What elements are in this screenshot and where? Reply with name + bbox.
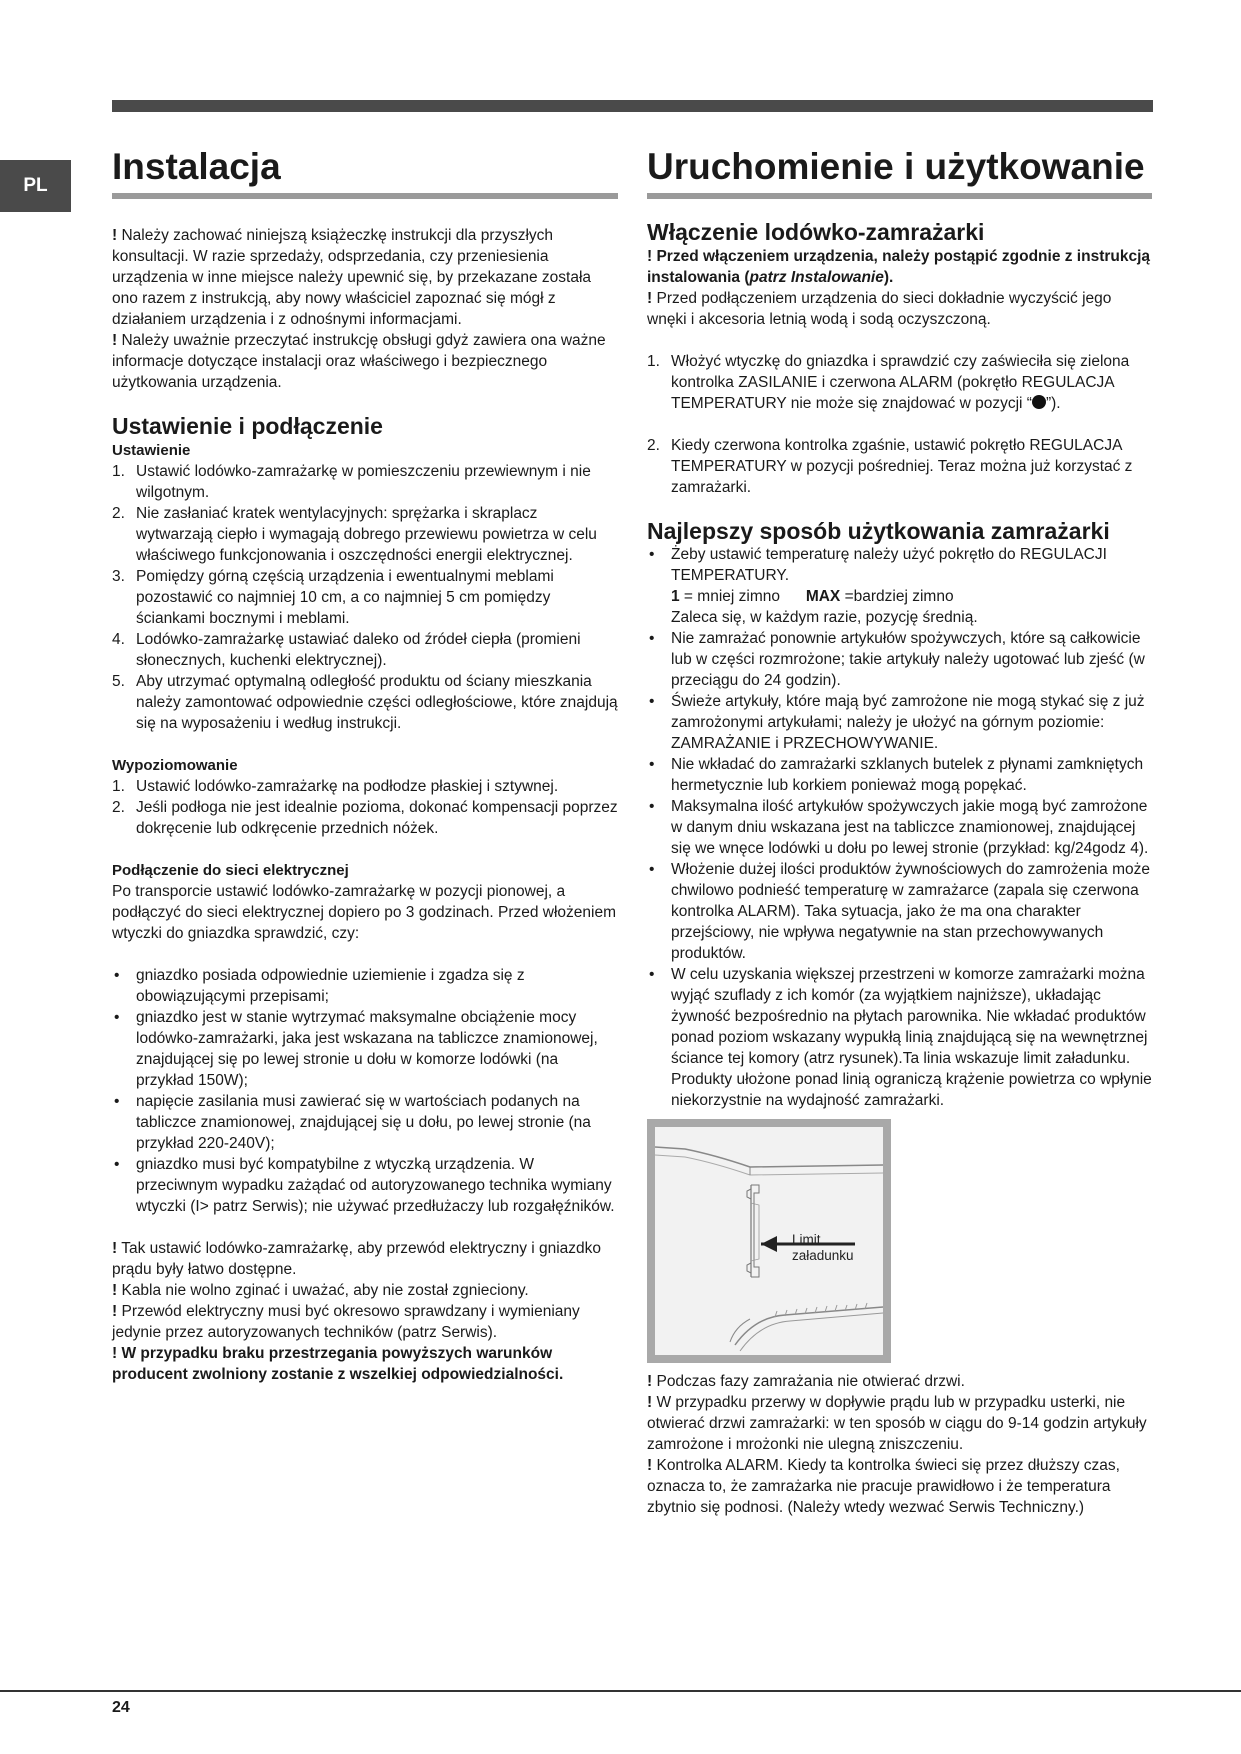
label-line: załadunku: [792, 1248, 854, 1264]
intro-paragraph-2: [112, 330, 618, 393]
item-text: Nie zamrażać ponownie artykułów spożywczych, które są całkowicie lub w części rozmrożone; takie artykuły należy ugotować lub zjeść (w przeciągu do 24 godzin).: [671, 630, 1145, 690]
item-text: napięcie zasilania musi zawierać się w wartościach podanych na tabliczce znamionowej, znajdującej się u dołu, po lewej stronie (na przykład 220-240V);: [136, 1092, 591, 1152]
list-item: [647, 754, 1152, 796]
warning-mark: !: [112, 1239, 118, 1257]
list-item: [112, 566, 618, 629]
item-text: W celu uzyskania większej przestrzeni w komorze zamrażarki można wyjąć szuflady z ich komór (za wyjątkiem najniższe), układając żywność bezpośrednio na płytach parownika. Nie wkładać produktów ponad poziom wskazany wypukłą linią znajdującą się na wewnętrznej ściance tej komory (atrz rysunek).Ta linia wskazuje limit załadunku. Produkty ułożone ponad linią ograniczą krążenie powietrza co wpłynie niekorzystnie na wydajność zamrażarki.: [671, 966, 1152, 1110]
max-setting: MAX: [805, 588, 841, 606]
warning-cable-bend: [112, 1280, 618, 1301]
warning-mark: !: [647, 1457, 653, 1475]
list-item: [647, 964, 1152, 1111]
item-number: 1.: [112, 462, 125, 480]
item-text: = mniej zimno: [679, 588, 780, 606]
list-item: [112, 1091, 618, 1154]
item-number: 5.: [112, 672, 125, 690]
language-label: PL: [23, 175, 48, 196]
item-text: Jeśli podłoga nie jest idealnie pozioma, dokonać kompensacji poprzez dokręcenie lub odkręcenie przednich nóżek.: [136, 798, 618, 837]
bullet: •: [649, 693, 655, 711]
list-item: [112, 965, 618, 1007]
item-text: Żeby ustawić temperaturę należy użyć pokrętło do REGULACJI TEMPERATURY.: [671, 546, 1107, 585]
list-item: [112, 776, 618, 797]
list-item: [647, 544, 1152, 628]
list-item: [647, 628, 1152, 691]
item-text: Maksymalna ilość artykułów spożywczych jakie mogą być zamrożone w danym dniu wskazana jest na tabliczce znamionowej, znajdującej się we wnęce lodówki u dołu po lewej stronie (przykład: kg/24godz 4).: [671, 798, 1149, 858]
list-item: [112, 1154, 618, 1217]
bullet: •: [649, 630, 655, 648]
item-text: gniazdko musi być kompatybilne z wtyczką urządzenia. W przeciwnym wypadku zażądać od autoryzowanego technika wymiany wtyczki (I> patrz Serwis); nie używać przedłużaczy lub rozgałęźników.: [136, 1155, 615, 1215]
list-item: [112, 1007, 618, 1091]
install-first-warning: [647, 246, 1152, 288]
warning-mark: !: [112, 332, 118, 350]
item-text: =bardziej zimno: [840, 588, 954, 606]
startup-steps: [647, 351, 1152, 498]
placement-list: [112, 461, 618, 734]
bullet: •: [114, 966, 120, 984]
item-text: Ustawić lodówko-zamrażarkę na podłodze płaskiej i sztywnej.: [136, 777, 559, 795]
item-number: 1.: [112, 777, 125, 795]
power-outage-warning: [647, 1392, 1152, 1455]
best-use-section-title: Najlepszy sposób użytkowania zamrażarki: [647, 517, 1110, 544]
warning-mark: !: [112, 1281, 118, 1299]
door-warning: [647, 1371, 1152, 1392]
item-text: ”).: [1045, 394, 1061, 412]
warning-cable-access: [112, 1238, 618, 1280]
installation-title: Instalacja: [112, 146, 618, 199]
leveling-list: [112, 776, 618, 839]
language-tab: [0, 160, 71, 212]
alarm-warning: [647, 1455, 1152, 1518]
item-text: Nie zasłaniać kratek wentylacyjnych: sprężarka i skraplacz wytwarzają ciepło i wymagają dobrego przewiewu powietrza w celu właściwego funkcjonowania i oszczędności energii elektrycznej.: [136, 504, 597, 564]
electrical-checklist: [112, 965, 618, 1217]
list-item: [112, 629, 618, 671]
leveling-subtitle: Wypoziomowanie: [112, 756, 238, 774]
item-number: 2.: [647, 436, 660, 454]
best-use-list: [647, 544, 1152, 1111]
usage-column: [647, 146, 1152, 1518]
warning-mark: !: [112, 1302, 118, 1320]
item-text: Ustawić lodówko-zamrażarkę w pomieszczeniu przewiewnym i nie wilgotnym.: [136, 462, 591, 501]
bullet: •: [114, 1092, 120, 1110]
item-text: Lodówko-zamrażarkę ustawiać daleko od źródeł ciepła (promieni słonecznych, kuchenki elektrycznej).: [136, 630, 581, 669]
list-item: [647, 691, 1152, 754]
load-limit-figure: [647, 1119, 891, 1363]
warning-text: Przed podłączeniem urządzenia do sieci dokładnie wyczyścić jego wnęki i akcesoria letnią wodą i sodą oczyszczoną.: [647, 289, 1112, 328]
usage-title: Uruchomienie i użytkowanie: [647, 146, 1152, 199]
min-setting: 1: [671, 588, 680, 606]
liability-warning: ! W przypadku braku przestrzegania powyższych warunków producent zwolniony zostanie z wszelkiej odpowiedzialności.: [112, 1344, 564, 1383]
list-item: [112, 461, 618, 503]
item-text: gniazdko posiada odpowiednie uziemienie i zgadza się z obowiązującymi przepisami;: [136, 966, 525, 1005]
footer-rule: [0, 1690, 1241, 1692]
warning-mark: !: [647, 1394, 653, 1412]
placement-subtitle: Ustawienie: [112, 441, 191, 459]
item-number: 1.: [647, 352, 660, 370]
warning-text: Kontrolka ALARM. Kiedy ta kontrolka świeci się przez dłuższy czas, oznacza to, że zamrażarka nie pracuje prawidłowo i że temperatura zbytnio się podnosi. (Należy wtedy wezwać Serwis Techniczny.): [647, 1457, 1120, 1517]
item-number: 4.: [112, 630, 125, 648]
list-item: [647, 796, 1152, 859]
load-limit-label: [792, 1232, 854, 1264]
list-item: [647, 859, 1152, 964]
item-number: 2.: [112, 504, 125, 522]
item-text: Nie wkładać do zamrażarki szklanych butelek z płynami zamkniętych hermetycznie lub korkiem ponieważ mogą popękać.: [671, 756, 1144, 795]
off-position-icon: [1032, 395, 1046, 409]
warning-mark: !: [112, 227, 118, 245]
list-item: [647, 351, 1152, 414]
warning-text: W przypadku przerwy w dopływie prądu lub w przypadku usterki, nie otwierać drzwi zamrażarki: w ten sposób w ciągu do 9-14 godzin artykuły zamrożone i mrożonki nie ulegną zniszczeniu.: [647, 1394, 1147, 1454]
warning-text: ).: [883, 268, 894, 286]
item-text: Aby utrzymać optymalną odległość produktu od ściany mieszkania należy zamontować odpowiednie części odległościowe, które znajdują się na wyposażeniu i według instrukcji.: [136, 672, 618, 732]
warning-mark: !: [647, 1373, 653, 1391]
item-text: Włożenie dużej ilości produktów żywnościowych do zamrożenia może chwilowo podnieść temperaturę w zamrażarce (zapala się czerwona kontrolka ALARM). Taka sytuacja, jako że ma ona charakter przejściowy, nie wpływa negatywnie na stan przechowywanych produktów.: [671, 861, 1150, 963]
bullet: •: [114, 1008, 120, 1026]
warning-text: Podczas fazy zamrażania nie otwierać drzwi.: [652, 1373, 965, 1391]
bullet: •: [649, 861, 655, 879]
bullet: •: [649, 966, 655, 984]
intro-paragraph-1: [112, 225, 618, 330]
item-text: gniazdko jest w stanie wytrzymać maksymalne obciążenie mocy lodówko-zamrażarki, jaka jest wskazana na tabliczce znamionowej, znajdującej się po lewej stronie u dołu w komorze lodówki (na przykład 150W);: [136, 1008, 598, 1089]
freezer-interior-illustration: [655, 1127, 883, 1355]
warning-mark: !: [647, 289, 653, 307]
setup-section-title: Ustawienie i podłączenie: [112, 413, 383, 440]
bullet: •: [114, 1155, 120, 1173]
warning-text: ! Przed włączeniem urządzenia, należy postąpić zgodnie z instrukcją instalowania (: [647, 247, 1151, 286]
list-item: [112, 671, 618, 734]
list-item: [112, 797, 618, 839]
top-rule: [112, 100, 1153, 112]
item-text: Świeże artykuły, które mają być zamrożone nie mogą stykać się z już zamrożonymi artykułami; należy je ułożyć na górnym poziomie: ZAMRAŻANIE i PRZECHOWYWANIE.: [671, 693, 1145, 753]
page-number: 24: [112, 1699, 130, 1716]
warning-text: Przewód elektryczny musi być okresowo sprawdzany i wymieniany jedynie przez autoryzowanych techników (patrz Serwis).: [112, 1302, 580, 1341]
intro-text-1: Należy zachować niniejszą książeczkę instrukcji dla przyszłych konsultacji. W razie sprzedaży, odsprzedania, czy przeniesienia urządzenia w inne miejsce należy upewnić się, by przekazane została ono razem z instrukcją, aby nowy właściciel zapoznać się mógł z działaniem urządzenia i z odnośnymi informacjami.: [112, 227, 592, 329]
item-text: Kiedy czerwona kontrolka zgaśnie, ustawić pokrętło REGULACJA TEMPERATURY w pozycji pośredniej. Teraz można już korzystać z zamrażarki.: [671, 436, 1133, 496]
intro-text-2: Należy uważnie przeczytać instrukcję obsługi gdyż zawiera ona ważne informacje dotyczące instalacji oraz właściwego i bezpiecznego użytkowania urządzenia.: [112, 332, 606, 392]
warning-text: Kabla nie wolno zginać i uważać, aby nie został zgnieciony.: [117, 1281, 529, 1299]
bullet: •: [649, 798, 655, 816]
list-item: [112, 503, 618, 566]
list-item: [647, 435, 1152, 498]
warning-text: Tak ustawić lodówko-zamrażarkę, aby przewód elektryczny i gniazdko prądu były łatwo dostępne.: [112, 1239, 602, 1278]
bullet: •: [649, 756, 655, 774]
electrical-intro: Po transporcie ustawić lodówko-zamrażarkę w pozycji pionowej, a podłączyć do sieci elektrycznej dopiero po 3 godzinach. Przed włożeniem wtyczki do gniazdka sprawdzić, czy:: [112, 882, 617, 942]
item-text: Włożyć wtyczkę do gniazdka i sprawdzić czy zaświeciła się zielona kontrolka ZASILANIE i czerwona ALARM (pokrętło REGULACJA TEMPERATURY nie może się znajdować w pozycji “: [671, 352, 1130, 412]
installation-column: [112, 146, 618, 1385]
bullet: •: [649, 546, 655, 564]
cleaning-warning: [647, 288, 1152, 330]
item-number: 2.: [112, 798, 125, 816]
install-reference: patrz Instalowanie: [749, 268, 884, 286]
item-text: Zaleca się, w każdym razie, pozycję średnią.: [671, 609, 978, 627]
warning-cable-check: [112, 1301, 618, 1343]
switch-on-section-title: Włączenie lodówko-zamrażarki: [647, 219, 985, 246]
electrical-subtitle: Podłączenie do sieci elektrycznej: [112, 861, 349, 879]
label-line: Limit: [792, 1232, 821, 1248]
item-number: 3.: [112, 567, 125, 585]
item-text: Pomiędzy górną częścią urządzenia i ewentualnymi meblami pozostawić co najmniej 10 cm, a co najmniej 5 cm pomiędzy ściankami bocznymi i meblami.: [136, 567, 554, 627]
